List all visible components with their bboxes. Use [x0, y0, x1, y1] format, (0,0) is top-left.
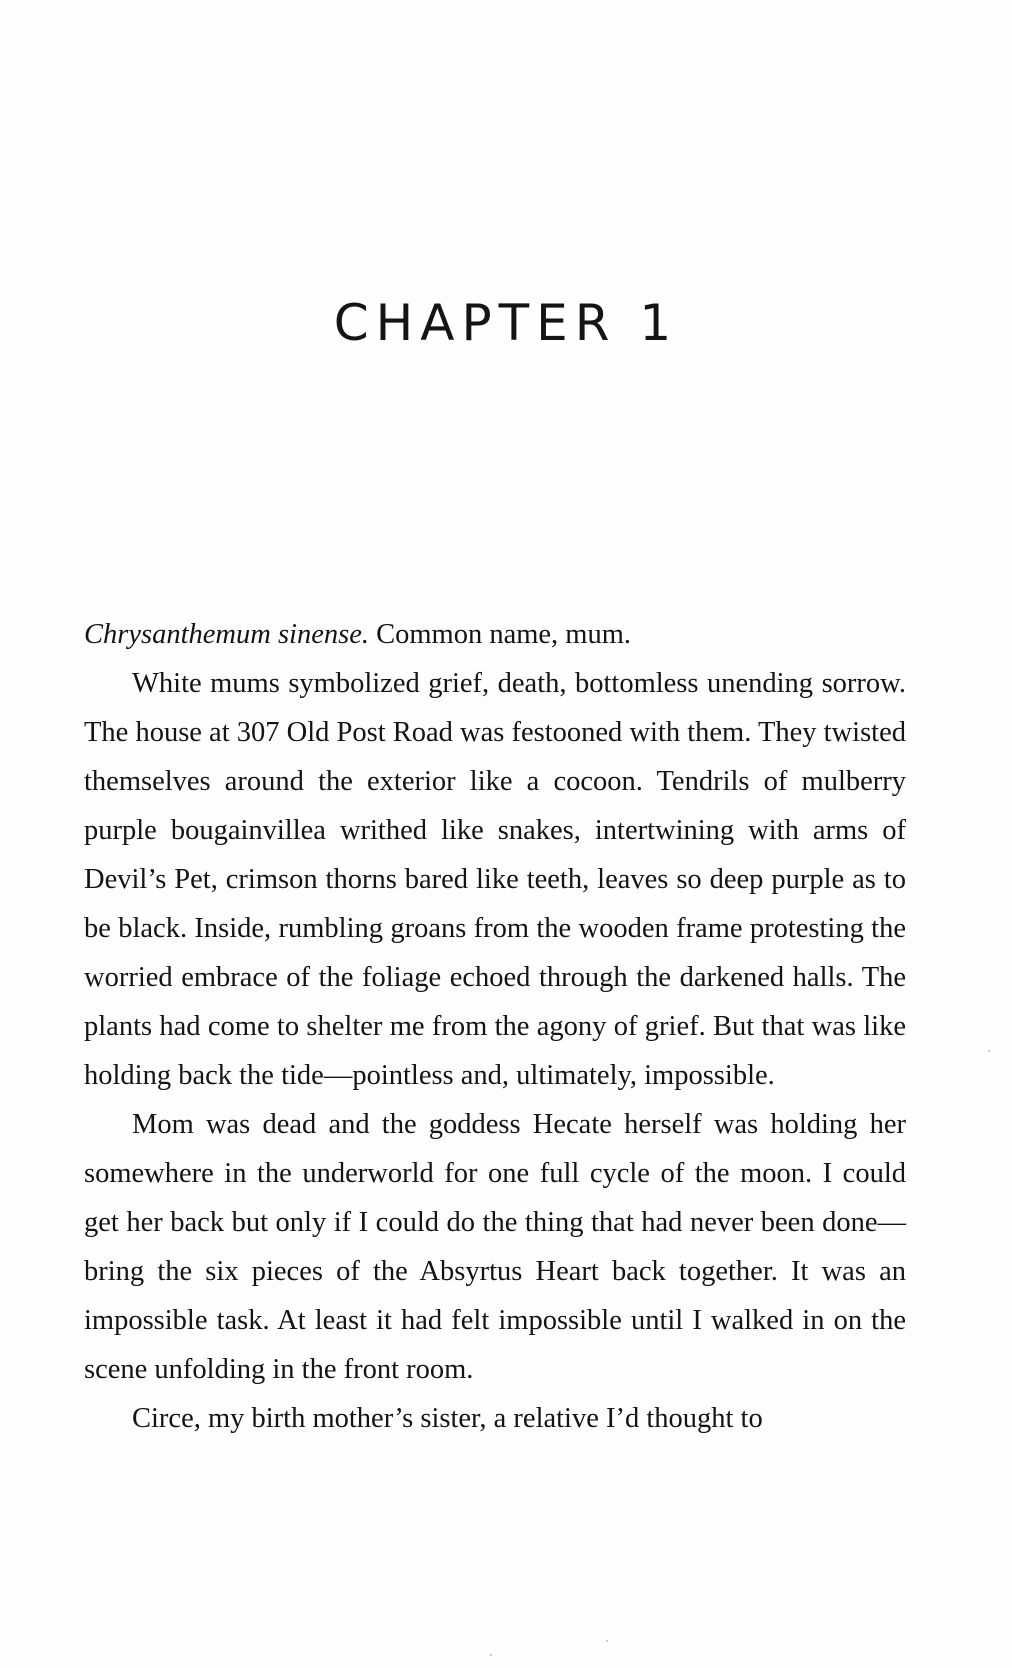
scan-speck [606, 1640, 608, 1642]
chapter-body [84, 610, 906, 1443]
scan-speck [988, 1050, 990, 1052]
paragraph-2: White mums symbolized grief, death, bottomless unending sorrow. The house at 307 Old Post Road was festooned with them. They twisted themselves around the exterior like a cocoon. Tendrils of mulberry purple bougainvillea writhed like snakes, intertwining with arms of Devil’s Pet, crimson thorns bared like teeth, leaves so deep purple as to be black. Inside, rumbling groans from the wooden frame protesting the worried embrace of the foliage echoed through the darkened halls. The plants had come to shelter me from the agony of grief. But that was like holding back the tide—pointless and, ultimately, impossible. [84, 668, 906, 1091]
paragraph-1-text: Common name, mum. [368, 619, 632, 650]
paragraph-4: Circe, my birth mother’s sister, a relative I’d thought to [132, 1403, 763, 1434]
chapter-title: CHAPTER 1 [333, 294, 679, 352]
paragraph-3: Mom was dead and the goddess Hecate herself was holding her somewhere in the underworld for one full cycle of the moon. I could get her back but only if I could do the thing that had never been done—bring the six pieces of the Absyrtus Heart back together. It was an impossible task. At least it had felt impossible until I walked in on the scene unfolding in the front room. [84, 1109, 906, 1385]
botanical-name: Chrysanthemum sinense. [84, 619, 369, 650]
scan-speck [490, 1654, 492, 1656]
paragraph-1 [84, 610, 906, 659]
